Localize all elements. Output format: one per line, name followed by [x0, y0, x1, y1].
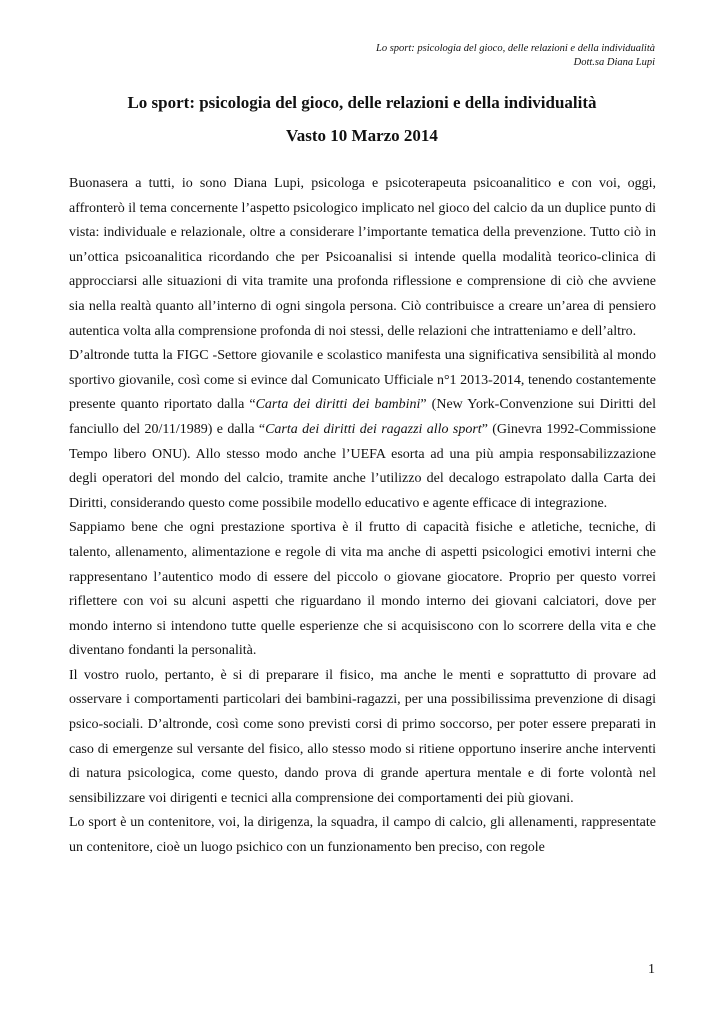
document-date: Vasto 10 Marzo 2014 — [286, 126, 438, 145]
header-author: Dott.sa Diana Lupi — [573, 57, 655, 68]
running-header — [155, 42, 655, 70]
paragraph-figc — [69, 344, 656, 516]
paragraph-contenitore: Lo sport è un contenitore, voi, la dirigenza, la squadra, il campo di calcio, gli allenamenti, rappresentate un contenitore, cioè un luogo psichico con un funzionamento ben preciso, con regole — [69, 815, 656, 856]
header-title: Lo sport: psicologia del gioco, delle relazioni e della individualità — [376, 43, 655, 54]
paragraph-intro: Buonasera a tutti, io sono Diana Lupi, psicologa e psicoterapeuta psicoanalitico e con voi, oggi, affronterò il tema concernente l’aspetto psicologico implicato nel gioco del calcio da un duplice punto di vista: individuale e relazionale, oltre a considerare l’importante tematica della prevenzione. Tutto ciò in un’ottica psicoanalitica ricordando che per Psicoanalisi si intende quella modalità teorico-clinica di approcciarsi alle situazioni di vita tramite una profonda riflessione e comprensione di ciò che avviene sia nella realtà quanto all’interno di ogni singola persona. Ciò contribuisce a creare un’area di pensiero autentica volta alla comprensione profonda di noi stessi, delle relazioni che intratteniamo e dell’altro. — [69, 176, 656, 339]
paragraph-figc-text-3: ” (Ginevra 1992-Commissione Tempo libero ONU). Allo stesso modo anche l’UEFA esorta ad una più ampia responsabilizzazione degli operatori del mondo del calcio, tramite anche l’utilizzo del decalogo estrapolato dalla Carta dei Diritti, considerando questo come possibile modello educativo e agente efficace di integrazione. — [69, 421, 656, 511]
paragraph-figc-text-1: D’altronde tutta la FIGC -Settore giovanile e scolastico manifesta una significativa sensibilità al mondo sportivo giovanile, così come si evince dal Comunicato Ufficiale n°1 2013-2014, tenendo costantemente presente quanto riportato dalla “ — [69, 348, 656, 413]
citation-carta-bambini: Carta dei diritti dei bambini — [255, 397, 421, 413]
document-body — [69, 172, 656, 861]
paragraph-figc-text-2: ” (New York-Convenzione sui Diritti del fanciullo del 20/11/1989) e dalla “ — [69, 397, 657, 437]
page-number: 1 — [648, 962, 655, 977]
document-title: Lo sport: psicologia del gioco, delle relazioni e della individualità — [127, 93, 597, 112]
document-title-block — [40, 86, 684, 152]
paragraph-ruolo: Il vostro ruolo, pertanto, è si di preparare il fisico, ma anche le menti e soprattutto di provare ad osservare i comportamenti particolari dei bambini-ragazzi, per una possibilissima prevenzione di disagi psico-sociali. D’altronde, così come sono previsti corsi di primo soccorso, per poter essere preparati in caso di emergenze sul versante del fisico, allo stesso modo si ritiene opportuno inserire anche interventi di natura psicologica, come questo, dando prova di grande apertura mentale e di forte volontà nel sensibilizzare voi dirigenti e tecnici alla comprensione dei comportamenti dei più giovani. — [69, 667, 656, 806]
citation-carta-ragazzi: Carta dei diritti dei ragazzi allo sport — [265, 421, 482, 437]
paragraph-prestazione: Sappiamo bene che ogni prestazione sportiva è il frutto di capacità fisiche e atletiche, tecniche, di talento, allenamento, alimentazione e regole di vita ma anche di aspetti psicologici emotivi interni che rappresentano l’autentico modo di essere del piccolo o giovane giocatore. Proprio per questo vorrei riflettere con voi su alcuni aspetti che riguardano il mondo interno dei giovani calciatori, dove per mondo interno si intendono tutte quelle esperienze che si acquisiscono con lo scorrere della vita e che diventano fondanti la personalità. — [69, 520, 656, 659]
